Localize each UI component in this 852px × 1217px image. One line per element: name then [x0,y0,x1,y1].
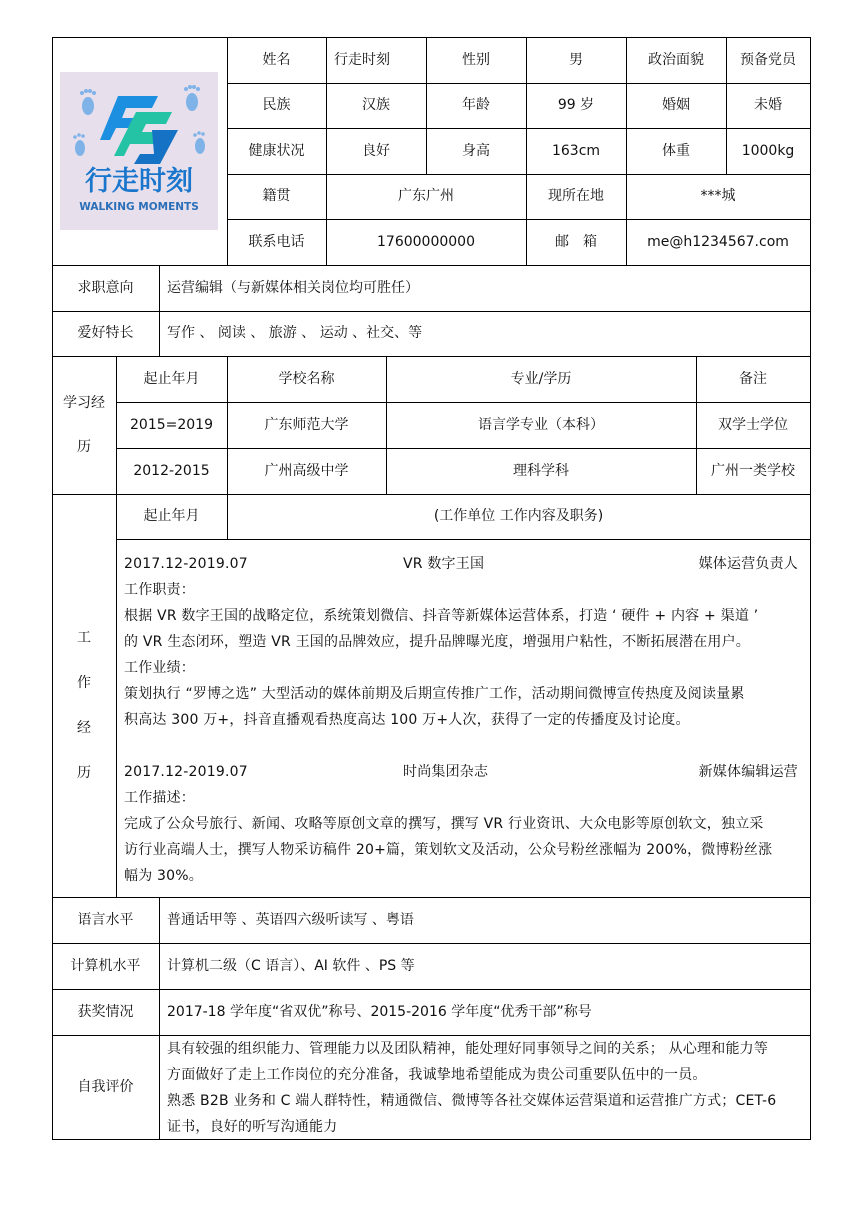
work-section-label [52,494,116,897]
job-entry [124,551,804,733]
age-label: 年龄 [462,97,490,114]
job-company: VR 数字王国 [403,556,485,572]
logo-graphic [60,72,218,230]
phone-label: 联系电话 [248,233,305,250]
ethnic-label: 民族 [262,97,291,114]
weight-value: 1000kg [741,142,795,159]
origin-value: 广东广州 [398,188,454,205]
edu-header-major: 专业/学历 [510,370,572,387]
job-date: 2017.12-2019.07 [124,764,248,780]
company-logo [60,72,218,230]
awards-value: 2017-18 学年度“省双优”称号、2015-2016 学年度“优秀干部”称号 [167,1003,592,1020]
job-line: 完成了公众号旅行、新闻、攻略等原创文章的撰写，撰写 VR 行业资讯、大众电影等原创软文，独立采 [124,816,764,832]
job-line: 访行业高端人士，撰写人物采访稿件 20+篇，策划软文及活动，公众号粉丝涨幅为 200%，微博粉丝涨 [124,842,773,858]
logo-en-text: WALKING MOMENTS [79,201,199,213]
residence-label: 现所在地 [548,188,604,205]
height-label: 身高 [462,142,490,159]
edu-row-note: 双学士学位 [718,416,788,433]
residence-value: ***城 [700,188,736,205]
work-header-date: 起止年月 [143,508,200,525]
job-line: 幅为 30%。 [124,868,203,884]
hobby-value: 写作 、 阅读 、 旅游 、 运动 、社交、等 [167,325,423,342]
edu-row-date: 2012-2015 [133,462,210,479]
origin-label: 籍贯 [262,188,291,205]
edu-row-school: 广东师范大学 [264,416,349,433]
height-value: 163cm [551,142,601,159]
gender-value: 男 [569,51,583,68]
edu-header-date: 起止年月 [143,370,200,387]
health-value: 良好 [362,142,390,159]
self-eval-line: 具有较强的组织能力、管理能力以及团队精神，能处理好同事领导之间的关系； 从心理和能力等 [167,1041,769,1057]
hobby-label: 爱好特长 [77,325,134,342]
computer-label: 计算机水平 [70,957,141,974]
edu-row-school: 广州高级中学 [264,462,349,479]
self-eval-line: 方面做好了走上工作岗位的充分准备，我诚挚地希望能成为贵公司重要队伍中的一员。 [167,1067,707,1083]
edu-row-note: 广州一类学校 [711,462,795,479]
gender-label: 性别 [462,51,490,68]
education-label-line: 学习经 [63,395,105,411]
work-label-line: 作 [77,674,91,691]
self-eval-line: 证书，良好的听写沟通能力 [167,1119,338,1135]
job-entry [124,759,804,889]
ethnic-value: 汉族 [362,97,390,114]
job-line: 工作业绩： [124,660,195,676]
name-label: 姓名 [262,51,291,68]
logo-cn-text: 行走时刻 [85,166,193,197]
job-date: 2017.12-2019.07 [124,556,248,572]
weight-label: 体重 [662,142,690,159]
work-label-line: 工 [77,629,91,646]
edu-header-school: 学校名称 [278,370,335,387]
political-value: 预备党员 [740,51,796,68]
work-header-desc: (工作单位 工作内容及职务) [433,508,604,525]
phone-value: 17600000000 [377,233,475,250]
edu-header-note: 备注 [739,370,767,387]
language-value: 普通话甲等 、英语四六级听读写 、粤语 [167,911,414,928]
self-eval-label: 自我评价 [77,1078,134,1095]
job-title: 媒体运营负责人 [698,556,798,572]
job-line: 的 VR 生态闭环，塑造 VR 王国的品牌效应，提升品牌曝光度，增强用户粘性，不断拓展潜在用户。 [124,634,751,650]
logo-mark-icon [100,96,178,164]
job-line: 根据 VR 数字王国的战略定位，系统策划微信、抖音等新媒体运营体系，打造 ‘ 硬件 + 内容 + 渠道 ’ [124,608,759,624]
marriage-value: 未婚 [754,97,782,114]
self-eval-line: 熟悉 B2B 业务和 C 端人群特性，精通微信、微博等各社交媒体运营渠道和运营推广方式；CET-6 [167,1093,777,1109]
intent-value: 运营编辑（与新媒体相关岗位均可胜任） [167,279,419,296]
language-label: 语言水平 [77,911,134,928]
job-line: 工作职责： [124,582,195,598]
edu-row-major: 理科学科 [513,462,569,479]
job-company: 时尚集团杂志 [403,764,489,780]
job-line: 策划执行 “罗博之选” 大型活动的媒体前期及后期宣传推广工作，活动期间微博宣传热度及阅读量累 [124,686,745,702]
education-section-label [52,356,116,494]
political-label: 政治面貌 [648,51,704,68]
work-label-line: 历 [77,764,91,781]
job-line: 工作描述： [124,790,195,806]
health-label: 健康状况 [248,142,305,159]
awards-label: 获奖情况 [77,1003,134,1020]
edu-row-major: 语言学专业（本科） [478,416,604,433]
job-line: 积高达 300 万+，抖音直播观看热度高达 100 万+人次，获得了一定的传播度及讨论度。 [124,712,690,728]
age-value: 99 岁 [557,97,595,114]
self-eval-text [167,1036,807,1140]
education-label-line: 历 [77,439,91,455]
intent-label: 求职意向 [77,279,134,296]
edu-row-date: 2015=2019 [130,416,213,433]
email-value: me@h1234567.com [647,233,789,250]
email-label: 邮 箱 [555,233,597,250]
name-value: 行走时刻 [334,51,390,68]
marriage-label: 婚姻 [662,97,690,114]
work-label-line: 经 [77,719,91,736]
job-title: 新媒体编辑运营 [698,764,798,780]
job-header [124,759,804,785]
computer-value: 计算机二级（C 语言）、AI 软件 、PS 等 [167,957,415,974]
job-header [124,551,804,577]
